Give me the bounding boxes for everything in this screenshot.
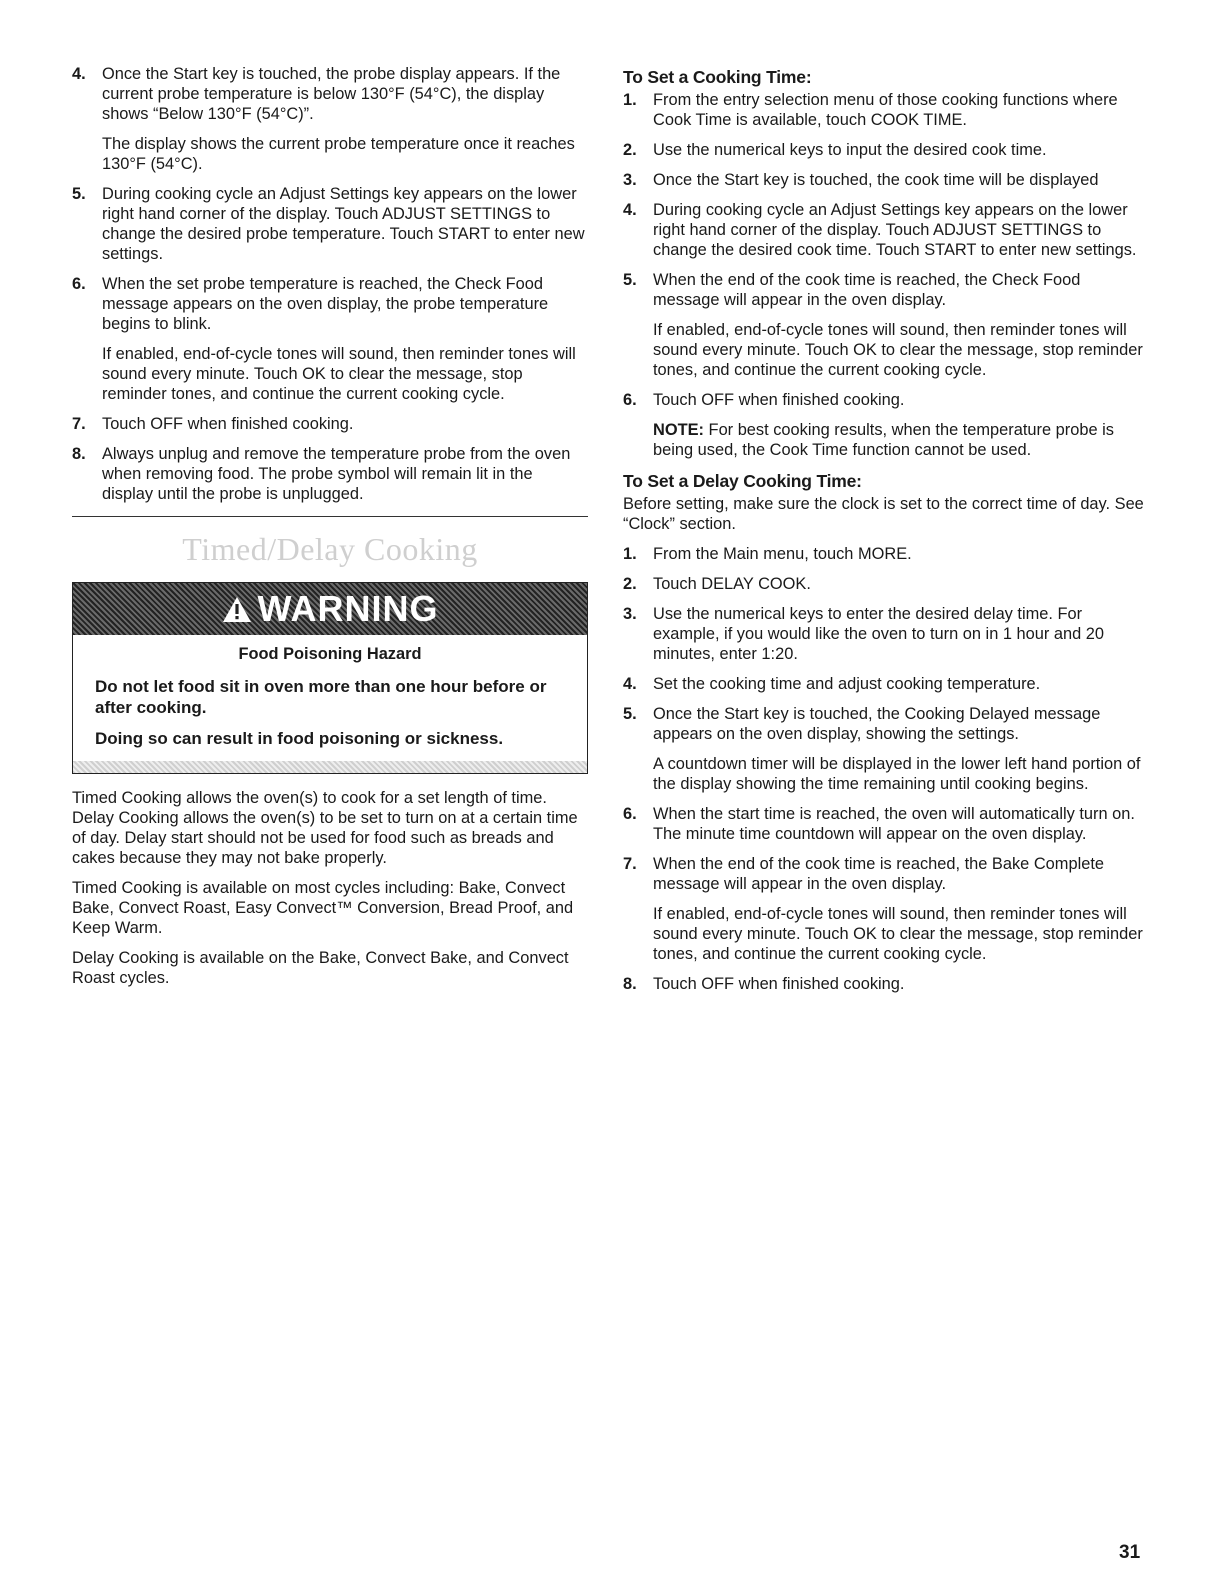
step-text: Use the numerical keys to input the desired cook time.	[653, 141, 1047, 159]
step-number: 4.	[623, 675, 637, 693]
warning-triangle-icon	[222, 596, 252, 623]
step-text: Once the Start key is touched, the cook time will be displayed	[653, 171, 1099, 189]
warning-banner	[73, 583, 587, 635]
cook-time-heading: To Set a Cooking Time:	[623, 67, 812, 87]
step-number: 1.	[623, 545, 637, 563]
step-subtext: A countdown timer will be displayed in the lower left hand portion of the display showing the time remaining until cooking begins.	[653, 755, 1141, 793]
step-number: 2.	[623, 575, 637, 593]
delay-step-1	[623, 544, 1148, 564]
step-number: 8.	[72, 445, 86, 463]
right-column	[623, 64, 1148, 1004]
note-label: NOTE:	[653, 421, 704, 439]
step-text: Set the cooking time and adjust cooking temperature.	[653, 675, 1041, 693]
step-text: Use the numerical keys to enter the desired delay time. For example, if you would like the oven to turn on in 1 hour and 20 minutes, enter 1:20.	[653, 605, 1105, 663]
probe-step-5	[72, 184, 588, 264]
delay-cycles-paragraph: Delay Cooking is available on the Bake, Convect Bake, and Convect Roast cycles.	[72, 949, 569, 987]
delay-step-8	[623, 974, 1148, 994]
timed-cycles-paragraph: Timed Cooking is available on most cycles including: Bake, Convect Bake, Convect Roast, Easy Convect™ Conversion, Bread Proof, and Keep Warm.	[72, 879, 574, 937]
step-number: 7.	[623, 855, 637, 873]
timed-cooking-paragraph: Timed Cooking allows the oven(s) to cook for a set length of time. Delay Cooking allows the oven(s) to be set to turn on at a certain time of day. Delay start should not be used for food such as breads and cakes because they may not bake properly.	[72, 789, 578, 867]
step-number: 7.	[72, 415, 86, 433]
note-text: For best cooking results, when the temperature probe is being used, the Cook Time function cannot be used.	[653, 421, 1114, 459]
step-number: 3.	[623, 605, 637, 623]
cook-time-step-5	[623, 270, 1148, 380]
step-subtext: If enabled, end-of-cycle tones will sound, then reminder tones will sound every minute. Touch OK to clear the message, stop reminder tones, and continue the current cooking cycle.	[653, 321, 1143, 379]
page-number: 31	[1119, 1542, 1141, 1563]
note	[653, 420, 1148, 460]
step-text: Once the Start key is touched, the Cooking Delayed message appears on the oven display, showing the settings.	[653, 705, 1101, 743]
step-text: When the start time is reached, the oven will automatically turn on. The minute time countdown will appear on the oven display.	[653, 805, 1135, 843]
step-number: 6.	[623, 391, 637, 409]
step-text: When the set probe temperature is reached, the Check Food message appears on the oven display, the probe temperature begins to blink.	[102, 275, 549, 333]
delay-step-7	[623, 854, 1148, 964]
step-text: Touch DELAY COOK.	[653, 575, 811, 593]
step-subtext: If enabled, end-of-cycle tones will sound, then reminder tones will sound every minute. Touch OK to clear the message, stop reminder tones, and continue the current cooking cycle.	[102, 345, 576, 403]
cook-time-step-2	[623, 140, 1148, 160]
warning-box	[72, 582, 588, 774]
warning-line-1: Do not let food sit in oven more than one hour before or after cooking.	[95, 677, 547, 717]
warning-hazard: Food Poisoning Hazard	[238, 645, 422, 663]
probe-step-7	[72, 414, 588, 434]
warning-footer	[73, 761, 587, 773]
probe-step-4	[72, 64, 588, 174]
delay-intro: Before setting, make sure the clock is set to the correct time of day. See “Clock” section.	[623, 495, 1144, 533]
delay-step-6	[623, 804, 1148, 844]
step-number: 5.	[623, 705, 637, 723]
step-text: Touch OFF when finished cooking.	[653, 391, 905, 409]
step-text: From the entry selection menu of those cooking functions where Cook Time is available, touch COOK TIME.	[653, 91, 1118, 129]
step-number: 6.	[623, 805, 637, 823]
step-number: 5.	[623, 271, 637, 289]
step-number: 6.	[72, 275, 86, 293]
delay-step-2	[623, 574, 1148, 594]
step-subtext: If enabled, end-of-cycle tones will sound, then reminder tones will sound every minute. Touch OK to clear the message, stop reminder tones, and continue the current cooking cycle.	[653, 905, 1143, 963]
cook-time-step-6	[623, 390, 1148, 460]
left-column	[72, 64, 588, 998]
step-text: Touch OFF when finished cooking.	[653, 975, 905, 993]
step-number: 2.	[623, 141, 637, 159]
step-text: During cooking cycle an Adjust Settings key appears on the lower right hand corner of the display. Touch ADJUST SETTINGS to change the desired probe temperature. Touch START to enter new settings.	[102, 185, 585, 263]
delay-step-3	[623, 604, 1148, 664]
cook-time-step-1	[623, 90, 1148, 130]
section-title: Timed/Delay Cooking	[182, 531, 478, 567]
warning-body	[73, 635, 587, 761]
step-text: Once the Start key is touched, the probe display appears. If the current probe temperature is below 130°F (54°C), the display shows “Below 130°F (54°C)”.	[102, 65, 561, 123]
step-text: During cooking cycle an Adjust Settings key appears on the lower right hand corner of the display. Touch ADJUST SETTINGS to change the desired cook time. Touch START to enter new settings.	[653, 201, 1137, 259]
step-text: From the Main menu, touch MORE.	[653, 545, 912, 563]
delay-heading: To Set a Delay Cooking Time:	[623, 471, 862, 491]
probe-step-8	[72, 444, 588, 504]
step-number: 8.	[623, 975, 637, 993]
cook-time-step-4	[623, 200, 1148, 260]
step-number: 3.	[623, 171, 637, 189]
step-number: 5.	[72, 185, 86, 203]
step-text: When the end of the cook time is reached, the Check Food message will appear in the oven display.	[653, 271, 1081, 309]
step-subtext: The display shows the current probe temperature once it reaches 130°F (54°C).	[102, 135, 575, 173]
section-divider	[72, 516, 588, 517]
warning-line-2: Doing so can result in food poisoning or sickness.	[95, 729, 504, 748]
step-number: 4.	[623, 201, 637, 219]
warning-word: WARNING	[257, 588, 439, 629]
cook-time-step-3	[623, 170, 1148, 190]
delay-step-5	[623, 704, 1148, 794]
step-number: 1.	[623, 91, 637, 109]
step-text: When the end of the cook time is reached, the Bake Complete message will appear in the oven display.	[653, 855, 1104, 893]
delay-step-4	[623, 674, 1148, 694]
step-text: Touch OFF when finished cooking.	[102, 415, 354, 433]
step-number: 4.	[72, 65, 86, 83]
probe-step-6	[72, 274, 588, 404]
step-text: Always unplug and remove the temperature probe from the oven when removing food. The probe symbol will remain lit in the display until the probe is unplugged.	[102, 445, 571, 503]
